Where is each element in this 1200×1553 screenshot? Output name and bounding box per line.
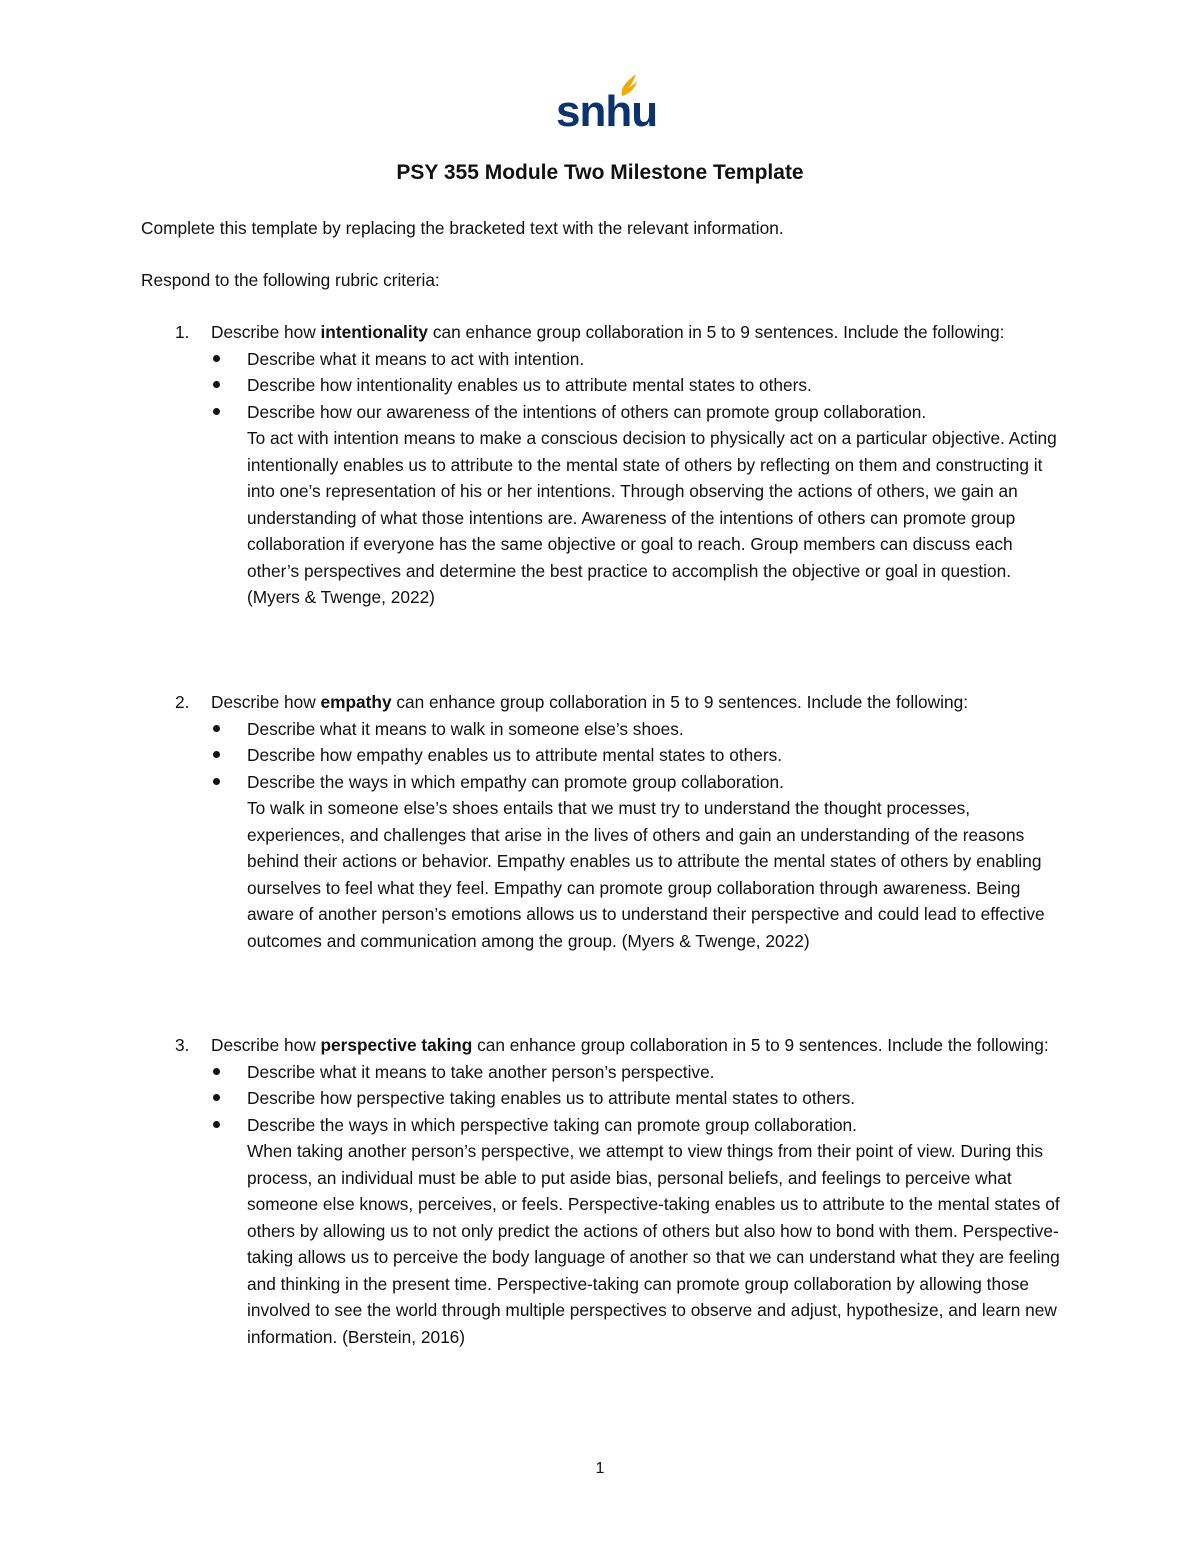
answer-text: When taking another person’s perspective, we attempt to view things from their point of view. During this process, an individual must be able to put aside bias, personal beliefs, and feelings to perceive what someone else knows, perceives, or feels. Perspective-taking enables us to attribute to the mental states of others by allowing us to not only predict the actions of others but also how to bond with them. Perspective-taking allows us to perceive the body language of another so that we can understand what they are feeling and thinking in the present time. Perspective-taking can promote group collaboration by allowing those involved to see the world through multiple perspectives to observe and adjust, hypothesize, and learn new information. (Berstein, 2016): [247, 1141, 1060, 1347]
criteria-item-2: [141, 689, 1061, 954]
item-number: 3.: [175, 1035, 190, 1055]
bullet-text: Describe what it means to act with intention.: [247, 348, 585, 369]
bullet-icon: [213, 381, 220, 388]
bullet-item: [247, 1059, 1061, 1086]
prompt-suffix: can enhance group collaboration in 5 to 9 sentences. Include the following:: [472, 1035, 1049, 1055]
bullet-list: [141, 716, 1061, 796]
respond-text: Respond to the following rubric criteria:: [141, 270, 440, 290]
bullet-list: [141, 1059, 1061, 1139]
criteria-item-3: [141, 1032, 1061, 1350]
page-number: 1: [595, 1460, 605, 1477]
bullet-text: Describe the ways in which empathy can promote group collaboration.: [247, 771, 784, 792]
prompt-keyword: perspective taking: [320, 1035, 473, 1055]
bullet-icon: [213, 725, 220, 732]
bullet-text: Describe how empathy enables us to attribute mental states to others.: [247, 745, 783, 765]
bullet-item: [247, 1112, 1061, 1139]
bullet-text: Describe the ways in which perspective taking can promote group collaboration.: [247, 1114, 857, 1135]
item-number: 1.: [175, 322, 190, 342]
answer-text: To walk in someone else’s shoes entails that we must try to understand the thought processes, experiences, and challenges that arise in the lives of others and gain an understanding of the reasons behind their actions or behavior. Empathy enables us to attribute the mental states of others by enabling ourselves to feel what they feel. Empathy can promote group collaboration through awareness. Being aware of another person’s emotions allows us to understand their perspective and could lead to effective outcomes and communication among the group. (Myers & Twenge, 2022): [247, 798, 1045, 951]
bullet-text: Describe how intentionality enables us to attribute mental states to others.: [247, 375, 812, 395]
bullet-icon: [213, 1121, 220, 1128]
bullet-text: Describe what it means to take another person’s perspective.: [247, 1061, 715, 1082]
snhu-logo: [556, 72, 658, 136]
bullet-item: [247, 1085, 1061, 1112]
prompt-suffix: can enhance group collaboration in 5 to 9 sentences. Include the following:: [428, 322, 1005, 342]
bullet-icon: [213, 778, 220, 785]
bullet-item: [247, 769, 1061, 796]
bullet-icon: [213, 408, 220, 415]
bullet-icon: [213, 355, 220, 362]
bullet-text: Describe how perspective taking enables us to attribute mental states to others.: [247, 1088, 856, 1108]
prompt-suffix: can enhance group collaboration in 5 to 9 sentences. Include the following:: [391, 692, 969, 712]
answer-text: To act with intention means to make a conscious decision to physically act on a particular objective. Acting intentionally enables us to attribute to the mental state of others by reflecting on them and constructing it into one’s representation of his or her intentions. Through observing the actions of others, we gain an understanding of what those intentions are. Awareness of the intentions of others can promote group collaboration if everyone has the same objective or goal to reach. Group members can discuss each other’s perspectives and determine the best practice to accomplish the objective or goal in question. (Myers & Twenge, 2022): [247, 428, 1057, 607]
criteria-prompt: [141, 689, 1061, 716]
prompt-keyword: intentionality: [320, 322, 429, 342]
bullet-item: [247, 399, 1061, 426]
criteria-prompt: [141, 1032, 1061, 1059]
prompt-prefix: Describe how: [211, 322, 321, 342]
bullet-item: [247, 372, 1061, 399]
logo-text: snhu: [556, 87, 658, 136]
bullet-list: [141, 346, 1061, 426]
bullet-text: Describe how our awareness of the intentions of others can promote group collaboration.: [247, 401, 927, 422]
bullet-icon: [213, 1094, 220, 1101]
bullet-item: [247, 346, 1061, 373]
item-number: 2.: [175, 692, 190, 712]
prompt-prefix: Describe how: [211, 1035, 321, 1055]
bullet-text: Describe what it means to walk in someone else’s shoes.: [247, 718, 684, 739]
criteria-item-1: [141, 319, 1061, 611]
page-title: PSY 355 Module Two Milestone Template: [396, 161, 804, 184]
bullet-item: [247, 742, 1061, 769]
criteria-prompt: [141, 319, 1061, 346]
bullet-item: [247, 716, 1061, 743]
prompt-prefix: Describe how: [211, 692, 321, 712]
bullet-icon: [213, 1068, 220, 1075]
prompt-keyword: empathy: [320, 692, 392, 712]
intro-text: Complete this template by replacing the bracketed text with the relevant information.: [141, 218, 784, 238]
bullet-icon: [213, 751, 220, 758]
